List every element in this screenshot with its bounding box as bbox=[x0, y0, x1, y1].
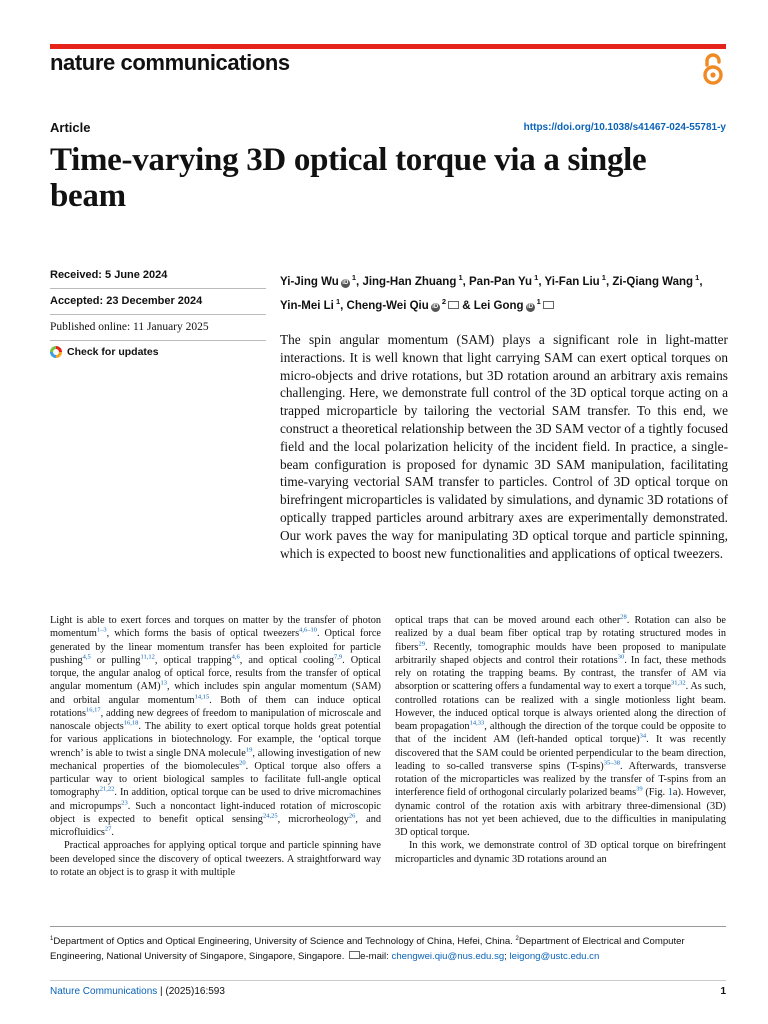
body-text: , microrheology bbox=[277, 813, 349, 825]
author-affiliation: 1 bbox=[532, 273, 539, 282]
author-name[interactable]: Yi-Fan Liu bbox=[544, 275, 600, 288]
reference-link[interactable]: 27 bbox=[104, 825, 112, 833]
doi-link[interactable]: https://doi.org/10.1038/s41467-024-55781-y bbox=[523, 122, 726, 133]
body-text: . Optical force generated by the linear momentum transfer has been exploited for particle pushing bbox=[50, 628, 381, 666]
meta-divider bbox=[50, 288, 266, 289]
reference-link[interactable]: 31,32 bbox=[671, 679, 686, 687]
body-text: . The ability to exert optical torque holds great potential for various applications in biotechnology. For example, the ‘optical torque wrench’ is able to twist a single DNA molecule bbox=[50, 721, 381, 759]
author-name[interactable]: Lei Gong bbox=[473, 299, 524, 312]
body-text: . Afterwards, transverse rotation of the microparticles was realized by the transfer of T-spins from an interference field of orthogonal circularly polarized beams bbox=[395, 760, 726, 799]
body-text: optical traps that can be moved around each other bbox=[395, 615, 621, 626]
reference-link[interactable]: 23 bbox=[121, 799, 128, 807]
reference-link[interactable]: 30 bbox=[617, 653, 625, 661]
body-text: . bbox=[111, 827, 114, 838]
author-separator: & bbox=[459, 299, 474, 312]
reference-link[interactable]: 19 bbox=[245, 746, 253, 754]
body-text: , which includes spin angular momentum (SAM) and orbital angular momentum bbox=[50, 681, 381, 706]
reference-link[interactable]: 28 bbox=[620, 613, 627, 621]
body-paragraph bbox=[395, 614, 726, 839]
body-text: , adding new degrees of freedom to manipulation of microscale and nanoscale objects bbox=[50, 707, 381, 732]
reference-link[interactable]: 39 bbox=[636, 785, 643, 793]
footer-journal-link[interactable]: Nature Communications bbox=[50, 986, 158, 997]
body-text: , optical trapping bbox=[154, 654, 232, 666]
email-separator: ; bbox=[504, 951, 510, 963]
author-name[interactable]: Pan-Pan Yu bbox=[469, 275, 533, 288]
reference-link[interactable]: 35–38 bbox=[603, 759, 620, 767]
check-for-updates-label: Check for updates bbox=[67, 346, 159, 358]
reference-link[interactable]: 20 bbox=[239, 759, 246, 767]
meta-divider bbox=[50, 340, 266, 341]
body-text: . Optical torque, the angular analog of optical force, results from the transfer of optical angular momentum (AM) bbox=[50, 654, 381, 693]
crossmark-icon bbox=[50, 346, 62, 358]
author-name[interactable]: Jing-Han Zhuang bbox=[362, 275, 457, 288]
author-separator: , bbox=[462, 275, 470, 288]
email-link[interactable]: leigong@ustc.edu.cn bbox=[509, 951, 600, 963]
body-text: a). However, dynamic control of the rotation axis with arbitrary three-dimensional (3D) orientations has not yet been achieved, due to the difficulties in manipulating 3D optical torque. bbox=[395, 787, 726, 838]
article-type: Article bbox=[50, 120, 91, 135]
reference-link[interactable]: 7,9 bbox=[334, 653, 343, 661]
reference-link[interactable]: 16,18 bbox=[123, 719, 139, 727]
open-access-icon bbox=[700, 52, 726, 86]
body-paragraph bbox=[50, 614, 381, 839]
author-name[interactable]: Yi-Jing Wu bbox=[280, 275, 339, 288]
reference-link[interactable]: 11,12 bbox=[140, 653, 155, 661]
body-text: , allowing investigation of new mechanical properties of the biomolecules bbox=[50, 747, 381, 772]
check-for-updates-button[interactable] bbox=[50, 346, 159, 358]
body-text: . Optical torque also offers a particular way to orient biological samples to facilitate full-angle optical tomography bbox=[50, 760, 381, 799]
author-affiliation: 1 bbox=[693, 273, 700, 282]
reference-link[interactable]: 4,5 bbox=[82, 653, 91, 661]
reference-link[interactable]: 14,15 bbox=[194, 693, 210, 701]
received-date: Received: 5 June 2024 bbox=[50, 269, 168, 281]
reference-link[interactable]: 4,6–10 bbox=[299, 626, 317, 634]
reference-link[interactable]: 1–3 bbox=[96, 626, 107, 634]
reference-link[interactable]: 13 bbox=[160, 679, 167, 687]
email-link[interactable]: chengwei.qiu@nus.edu.sg bbox=[391, 951, 505, 963]
reference-link[interactable]: 1 bbox=[667, 787, 673, 799]
author-separator: , bbox=[538, 275, 545, 288]
reference-link[interactable]: 29 bbox=[418, 640, 425, 648]
orcid-icon[interactable]: iD bbox=[432, 303, 439, 310]
author-affiliation: 2 bbox=[439, 296, 447, 306]
author-affiliation: 1 bbox=[599, 273, 606, 282]
body-column-right bbox=[395, 614, 726, 866]
body-paragraph: In this work, we demonstrate control of 3D optical torque on birefringent microparticles and dynamic 3D rotations around an bbox=[395, 840, 726, 865]
reference-link[interactable]: 34 bbox=[639, 732, 647, 740]
email-label: e-mail: bbox=[360, 951, 392, 963]
footer-volume: | (2025)16:593 bbox=[157, 986, 225, 997]
author-separator: , bbox=[605, 275, 613, 288]
header-accent-bar bbox=[50, 44, 726, 49]
reference-link[interactable]: 24,25 bbox=[262, 812, 278, 820]
reference-link[interactable]: 4,6 bbox=[231, 653, 240, 661]
author-affiliation: 1 bbox=[534, 296, 541, 306]
affiliation-2: Department of Electrical and Computer Engineering, National University of Singapore, Singapore, Singapore. bbox=[50, 936, 685, 963]
author-list bbox=[280, 268, 720, 316]
email-icon bbox=[349, 951, 360, 959]
body-text: . Rotation can also be realized by a dual beam fiber optical trap by rotating structured modes in fibers bbox=[395, 615, 726, 653]
body-text: . Such a noncontact light-induced rotation of microscopic object is expected to benefit optical sensing bbox=[50, 800, 382, 825]
reference-link[interactable]: 14,33 bbox=[469, 719, 485, 727]
body-text: Light is able to exert forces and torques on matter by the transfer of photon momentum bbox=[50, 615, 381, 640]
footer-citation bbox=[50, 986, 225, 997]
meta-divider bbox=[50, 314, 266, 315]
body-text: or pulling bbox=[90, 654, 141, 666]
affiliation-number: 1 bbox=[50, 936, 54, 942]
reference-link[interactable]: 21,22 bbox=[99, 785, 115, 793]
author-affiliation: 1 bbox=[333, 296, 341, 306]
reference-link[interactable]: 26 bbox=[348, 812, 356, 820]
body-column-left bbox=[50, 614, 381, 879]
body-text: , which forms the basis of optical tweezers bbox=[106, 628, 300, 640]
article-title: Time-varying 3D optical torque via a single beam bbox=[50, 142, 647, 214]
author-name[interactable]: Yin-Mei Li bbox=[280, 299, 334, 312]
journal-logo[interactable]: nature communications bbox=[50, 50, 290, 75]
body-text: . Both of them can induce optical rotations bbox=[50, 694, 382, 719]
abstract: The spin angular momentum (SAM) plays a significant role in light-matter interactions. It is well known that light carrying SAM can exert optical torques on micro-objects and drive rotations, but 3D rotation around an arbitrary axis remains challenging. Here, we demonstrate full control of the 3D optical torque acting on a trapped microparticle by tailoring the vectorial SAM transfer. To this end, we construct a theoretical relationship between the 3D SAM vector of a tightly focused field and the local polarization helicity of the incident field. In practice, a single-beam configuration is proposed for dynamic 3D SAM manipulation, facilitating time-varying vectorial SAM transfer to particles. Control of 3D optical torque on birefringent microparticles is validated by simulations, and dynamic 3D rotations of optically trapped particles around arbitrary axes are experimentally demonstrated. Our work paves the way for manipulating 3D optical torque and particle spinning, which is expected to boost new functionalities and applications of optical tweezers. bbox=[280, 332, 728, 561]
author-name[interactable]: Zi-Qiang Wang bbox=[612, 275, 694, 288]
author-name[interactable]: Cheng-Wei Qiu bbox=[346, 299, 429, 312]
body-text: . It was recently discovered that the SAM could be oriented perpendicular to the beam direction, leading to so-called transverse spins (T-spins) bbox=[395, 734, 726, 772]
author-separator: , bbox=[340, 299, 347, 312]
body-text: . Recently, tomographic moulds have been proposed to manipulate arbitrarily shaped objects and control their rotations bbox=[395, 641, 726, 666]
body-text: . In addition, optical torque can be used to drive micromachines and micropumps bbox=[50, 787, 381, 812]
body-text: (Fig. bbox=[642, 787, 668, 799]
body-paragraph: Practical approaches for applying optical torque and particle spinning have been developed since the discovery of optical tweezers. A straightforward way to rotate an object is to grasp it with multiple bbox=[50, 840, 381, 878]
author-affiliation: 1 bbox=[456, 273, 463, 282]
author-affiliation: 1 bbox=[349, 273, 357, 282]
footer-divider bbox=[50, 980, 726, 981]
body-text: . In fact, these methods rely on rotating the trapping beams. By contrast, the transfer of AM via absorption or scattering offers a fundamental way to exert a torque bbox=[395, 654, 726, 693]
body-text: . As such, controlled rotations can be realized with a single motionless light beam. However, the induced optical torque is always oriented along the direction of beam propagation bbox=[395, 681, 727, 732]
body-text: , and microfluidics bbox=[50, 813, 381, 838]
email-icon[interactable] bbox=[448, 301, 459, 309]
orcid-icon[interactable]: iD bbox=[342, 279, 349, 286]
body-text: , and optical cooling bbox=[239, 654, 335, 666]
author-separator: , bbox=[356, 275, 363, 288]
email-icon[interactable] bbox=[543, 301, 554, 309]
page-number: 1 bbox=[720, 986, 726, 997]
body-text: , although the direction of the torque could be opposite to that of the incident AM (left-handed optical torque) bbox=[395, 721, 726, 746]
affiliation-1: Department of Optics and Optical Engineering, University of Science and Technology of China, Hefei, China. bbox=[53, 936, 516, 948]
accepted-date: Accepted: 23 December 2024 bbox=[50, 295, 203, 307]
affiliations-footnote bbox=[50, 932, 730, 964]
published-date: Published online: 11 January 2025 bbox=[50, 321, 209, 333]
reference-link[interactable]: 16,17 bbox=[86, 706, 101, 714]
author-separator: , bbox=[699, 275, 703, 288]
orcid-icon[interactable]: iD bbox=[527, 303, 534, 310]
affiliation-number: 2 bbox=[515, 936, 519, 942]
footnote-divider bbox=[50, 926, 726, 927]
